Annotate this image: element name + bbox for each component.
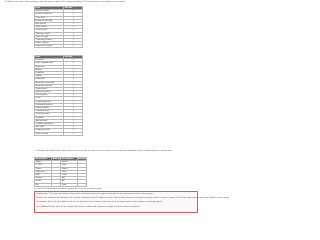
answer-cell[interactable]: X [64, 16, 83, 19]
table-cell: Operating income [35, 38, 64, 41]
answer-cell[interactable]: X [64, 113, 83, 116]
table-cell: Dividends [35, 78, 64, 81]
table-cell: Accounts payable [35, 84, 64, 87]
table-cell: Common stock [35, 110, 64, 113]
table-cell: Revenue [35, 59, 64, 62]
answer-cell[interactable]: X [64, 59, 83, 62]
table-cell: Assets [61, 161, 77, 164]
table-cell: Working capital [35, 32, 64, 35]
table-cell: Retained earnings [35, 19, 64, 22]
table-cell: Taxes [35, 180, 52, 183]
column-header: Answer [64, 7, 83, 10]
table-cell: Amortization [35, 119, 64, 122]
table-cell: Accounts receivable [35, 81, 64, 84]
explanation-line: For additional help, refer to the chapter discussion of financial statement analysis and the ratios introduced. [36, 205, 141, 208]
answer-cell[interactable]: X [64, 32, 83, 35]
answer-cell[interactable]: X [64, 26, 83, 29]
answer-cell[interactable]: X [64, 45, 83, 48]
table-cell: Balance sheet [35, 10, 64, 13]
table-cell: Cash [61, 173, 77, 176]
table-row [35, 132, 83, 135]
table-cell: Capital expenditure [35, 122, 64, 125]
table-cell: Cash [35, 97, 64, 100]
table-cell: Expenses [35, 65, 64, 68]
table-cell: Tax expense [35, 94, 64, 97]
table-cell: Prepaid expense [35, 100, 64, 103]
explanation-line: Explanation: The amounts shown above were calculated using the figures reported in the statements for the current year. [36, 193, 154, 195]
column-header: Amount [52, 158, 61, 161]
explanation-line: Review the relationships between the income statement and the balance sheet. Net income increases retained earnings, which is part of equity. Check that total assets equal total liabilities plus equity. [36, 197, 230, 200]
table-cell: Interest expense [35, 91, 64, 94]
answer-cell[interactable]: X [64, 10, 83, 13]
column-header: Item [35, 56, 64, 59]
table-row [35, 45, 83, 48]
column-header: Amount [78, 158, 87, 161]
explanation-line: Remember that cash flow differs from net income because of non-cash items such as depreciation and changes in working capital. [36, 201, 163, 204]
table-cell: Unearned revenue [35, 103, 64, 106]
table-cell: Total assets [35, 26, 64, 29]
answer-cell[interactable]: X [64, 122, 83, 125]
answer-cell[interactable]: X [64, 91, 83, 94]
answer-cell[interactable]: X [64, 42, 83, 45]
table-cell: Sales [35, 161, 52, 164]
answer-cell[interactable]: X [64, 126, 83, 129]
answer-cell[interactable]: X [64, 94, 83, 97]
answer-cell[interactable]: X [64, 87, 83, 90]
table-cell: AP [61, 180, 77, 183]
table-cell: Cost of goods sold [35, 62, 64, 65]
matching-table-1 [34, 6, 83, 48]
answer-cell[interactable]: X [64, 129, 83, 132]
answer-cell[interactable]: X [64, 22, 83, 25]
table-cell: Equity [61, 167, 77, 170]
table-row [35, 183, 87, 186]
table-cell: EBIT [35, 173, 52, 176]
explanation-box [34, 191, 230, 213]
table-cell: Other income [35, 132, 64, 135]
answer-cell[interactable]: X [64, 100, 83, 103]
table-cell: Long-term debt [35, 129, 64, 132]
table-cell: Expenses [35, 170, 52, 173]
question-c-text: c. Complete the table below. Enter the correct amounts for each line item shown in the financial statements of the company for the current year. [34, 150, 173, 152]
table-cell: Debt [61, 183, 77, 186]
answer-cell[interactable]: X [64, 119, 83, 122]
table-cell: AR [61, 177, 77, 180]
table-cell: Goodwill [35, 116, 64, 119]
table-cell: Gross margin [35, 35, 64, 38]
answer-cell[interactable]: X [64, 19, 83, 22]
answer-cell[interactable]: X [64, 81, 83, 84]
question-d-text: d. Using the information provided, explain the reasons for your answer. [34, 188, 103, 190]
answer-cell[interactable]: X [64, 65, 83, 68]
column-header: Description [61, 158, 77, 161]
answer-cell[interactable]: X [64, 107, 83, 110]
table-cell: Equity [35, 75, 64, 78]
answer-cell[interactable]: X [64, 103, 83, 106]
table-cell: Net [35, 183, 52, 186]
answer-cell[interactable]: X [64, 132, 83, 135]
table-cell: COGS [35, 164, 52, 167]
answer-cell[interactable]: X [64, 75, 83, 78]
answer-cell[interactable]: X [64, 78, 83, 81]
table-cell: Income statement [35, 13, 64, 16]
table-cell: Liabilities [35, 71, 64, 74]
table-cell: Liab. [61, 164, 77, 167]
answer-cell[interactable]: X [64, 116, 83, 119]
column-header: Item [35, 7, 64, 10]
answer-cell[interactable]: X [64, 13, 83, 16]
table-cell: Net sales [35, 126, 64, 129]
amounts-table [34, 157, 87, 187]
matching-table-2 [34, 55, 83, 136]
table-cell: Notes payable [35, 107, 64, 110]
table-cell: Interest [35, 177, 52, 180]
answer-cell[interactable]: X [64, 84, 83, 87]
table-cell: Current ratio [35, 29, 64, 32]
table-cell: Total [61, 170, 77, 173]
table-cell: Inventory turnover [35, 45, 64, 48]
answer-cell[interactable]: X [64, 71, 83, 74]
answer-cell[interactable]: X [64, 68, 83, 71]
answer-cell[interactable]: X [64, 97, 83, 100]
table-cell: Cash flow [35, 16, 64, 19]
answer-cell[interactable]: X [64, 110, 83, 113]
answer-cell[interactable]: X [64, 35, 83, 38]
table-cell: Treasury stock [35, 113, 64, 116]
table-cell: Debt to equity [35, 42, 64, 45]
answer-cell[interactable]: X [64, 38, 83, 41]
table-cell: Net income [35, 22, 64, 25]
table-cell: Assets [35, 68, 64, 71]
table-cell: Gross [35, 167, 52, 170]
answer-cell[interactable] [52, 183, 61, 186]
column-header: Answer [64, 56, 83, 59]
column-header: Description [35, 158, 52, 161]
answer-cell[interactable]: X [64, 29, 83, 32]
question-intro: b. Match each item. Drag and drop from the items listed in the column headings. The first answer is provided as an example. [5, 1, 126, 3]
table-cell: Depreciation [35, 87, 64, 90]
answer-cell[interactable]: X [64, 62, 83, 65]
answer-cell[interactable] [77, 183, 86, 186]
